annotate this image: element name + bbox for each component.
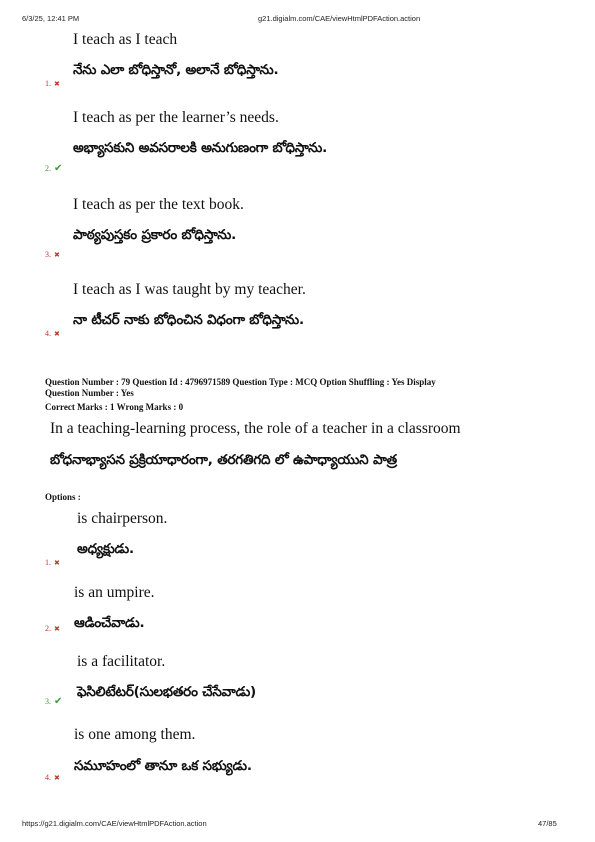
option-3-number: 3. ✔ <box>45 696 63 707</box>
page-number: 47/85 <box>538 819 557 828</box>
prev-option-3-telugu: పాఠ్యపుస్తకం ప్రకారం బోధిస్తాను. <box>73 227 237 243</box>
wrong-icon: ✖ <box>54 330 60 338</box>
option-4-telugu: సమూహంలో తానూ ఒక సభ్యుడు. <box>74 758 252 774</box>
prev-option-2-number: 2. ✔ <box>45 163 63 174</box>
option-3-english: is a facilitator. <box>77 653 166 670</box>
correct-icon: ✔ <box>54 163 63 174</box>
wrong-icon: ✖ <box>54 774 60 782</box>
prev-option-4-english: I teach as I was taught by my teacher. <box>73 281 306 298</box>
prev-option-4-number: 4. ✖ <box>45 329 60 338</box>
option-3-telugu: ఫెసిలిటేటర్(సులభతరం చేసేవాడు) <box>77 684 257 700</box>
option-2-english: is an umpire. <box>74 584 155 601</box>
prev-option-1-telugu: నేను ఎలా బోధిస్తానో, అలానే బోధిస్తాను. <box>73 62 279 78</box>
question-meta-line2: Question Number : Yes <box>45 388 134 398</box>
prev-option-1-number: 1. ✖ <box>45 79 60 88</box>
option-1-telugu: అధ్యక్షుడు. <box>77 541 134 557</box>
option-1-english: is chairperson. <box>77 510 168 527</box>
wrong-icon: ✖ <box>54 625 60 633</box>
prev-option-2-telugu: అభ్యాసకుని అవసరాలకి అనుగుణంగా బోధిస్తాను. <box>73 140 328 156</box>
option-2-telugu: ఆడించేవాడు. <box>74 615 145 631</box>
options-label: Options : <box>45 492 81 502</box>
wrong-icon: ✖ <box>54 251 60 259</box>
option-4-number: 4. ✖ <box>45 773 60 782</box>
print-datetime: 6/3/25, 12:41 PM <box>22 14 80 23</box>
option-4-english: is one among them. <box>74 726 196 743</box>
question-text-english: In a teaching-learning process, the role of a teacher in a classroom <box>50 420 461 437</box>
prev-option-3-number: 3. ✖ <box>45 250 60 259</box>
question-marks: Correct Marks : 1 Wrong Marks : 0 <box>45 402 184 412</box>
prev-option-1-english: I teach as I teach <box>73 31 178 48</box>
footer-url: https://g21.digialm.com/CAE/viewHtmlPDFAction.action <box>22 819 207 828</box>
correct-icon: ✔ <box>54 696 63 707</box>
wrong-icon: ✖ <box>54 80 60 88</box>
prev-option-2-english: I teach as per the learner’s needs. <box>73 109 279 126</box>
option-1-number: 1. ✖ <box>45 558 60 567</box>
option-2-number: 2. ✖ <box>45 624 60 633</box>
wrong-icon: ✖ <box>54 559 60 567</box>
prev-option-4-telugu: నా టీచర్ నాకు బోధించిన విధంగా బోధిస్తాను. <box>73 312 304 328</box>
question-text-telugu: బోధనాభ్యాసన ప్రక్రియాధారంగా, తరగతిగది లో ఉపాధ్యాయుని పాత్ర <box>50 452 397 468</box>
print-url: g21.digialm.com/CAE/viewHtmlPDFAction.action <box>258 14 421 23</box>
question-meta-line1: Question Number : 79 Question Id : 4796971589 Question Type : MCQ Option Shuffling : Yes Display <box>45 377 436 387</box>
prev-option-3-english: I teach as per the text book. <box>73 196 244 213</box>
